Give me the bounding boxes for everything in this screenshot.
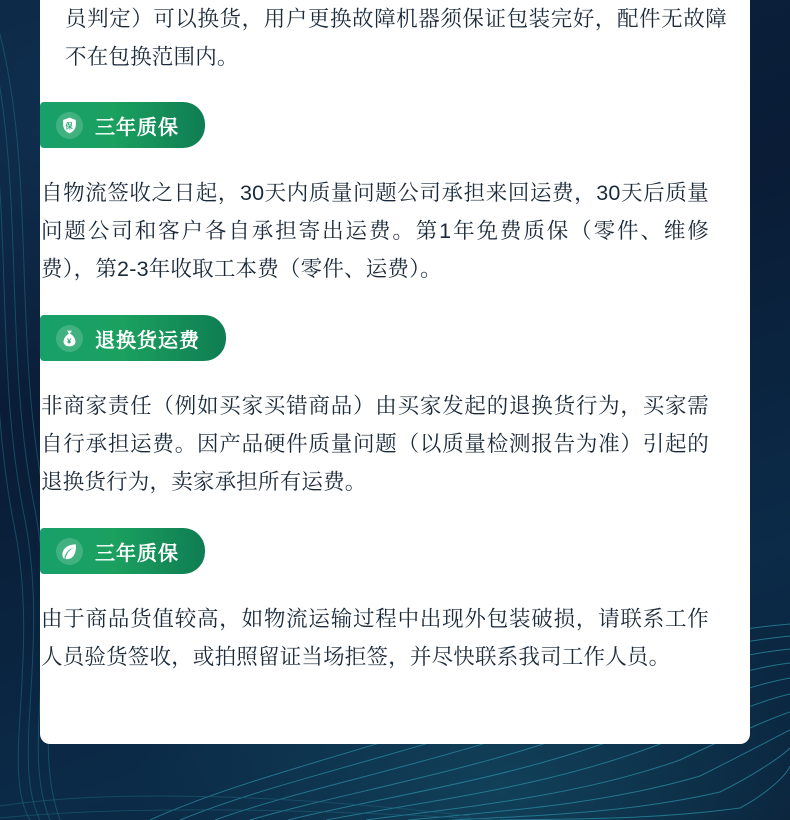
svg-text:保: 保	[65, 121, 74, 130]
content-card	[40, 0, 750, 744]
section-damage	[40, 528, 750, 676]
section-title-shipping-fee: 退换货运费	[95, 329, 200, 352]
section-body-warranty: 自物流签收之日起，30天内质量问题公司承担来回运费，30天后质量问题公司和客户各自承担寄出运费。第1年免费质保（零件、维修费），第2-3年收取工本费（零件、运费）。	[41, 181, 709, 281]
section-header-damage[interactable]	[40, 528, 205, 574]
shield-guarantee-icon	[56, 112, 83, 139]
money-bag-icon	[56, 325, 83, 352]
section-body-shipping-fee: 非商家责任（例如买家买错商品）由买家发起的退换货行为，买家需自行承担运费。因产品硬件质量问题（以质量检测报告为准）引起的退换货行为，卖家承担所有运费。	[41, 394, 709, 494]
section-warranty	[40, 102, 750, 288]
section-header-warranty[interactable]	[40, 102, 205, 148]
svg-text:¥: ¥	[67, 336, 72, 346]
section-body-damage: 由于商品货值较高，如物流运输过程中出现外包装破损，请联系工作人员验货签收，或拍照留证当场拒签，并尽快联系我司工作人员。	[41, 607, 709, 669]
intro-paragraph: 员判定）可以换货，用户更换故障机器须保证包装完好，配件无故障不在包换范围内。	[65, 7, 727, 69]
leaf-icon	[56, 538, 83, 565]
section-shipping-fee	[40, 315, 750, 501]
section-title-warranty: 三年质保	[95, 116, 179, 139]
section-title-damage: 三年质保	[95, 542, 179, 565]
section-header-shipping-fee[interactable]	[40, 315, 226, 361]
